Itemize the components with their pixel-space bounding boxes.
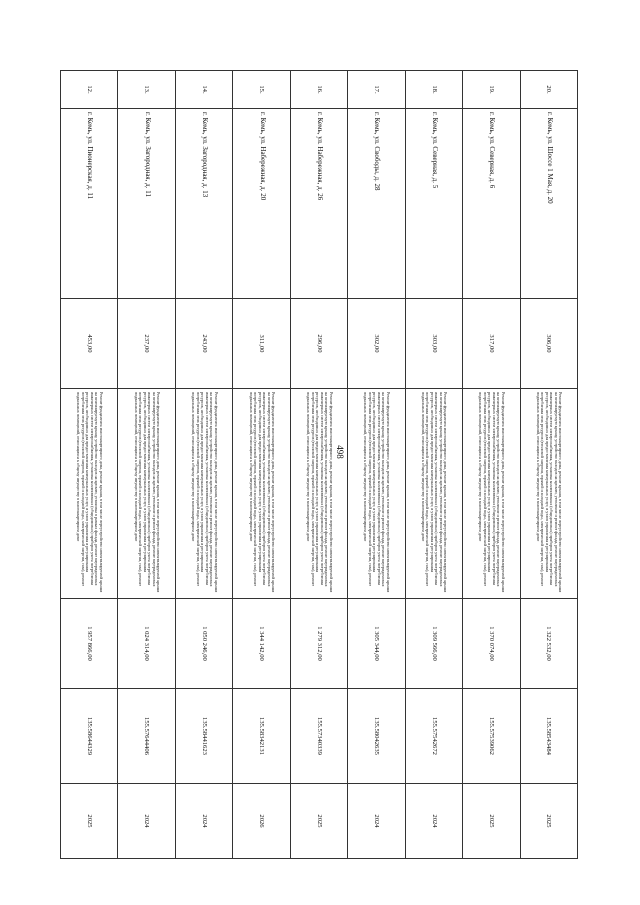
- row-work-description: Ремонт фундамента многоквартирного дома, ремонт крыши, в том числе переустройство невентилируемой крыши на вентилируемую крышу, устройство выходов на кровлю, установка в рамках фасада, ремонт внутридомовых инженерных систем электроснабжения, установка коллективных (общедомовых) приборов учета потребления ресурсов, необходимых для предоставления коммунальных услуг, и узлов управления и регулирования потребления этих ресурсов (тепловой энергии, горячей и холодной воды, электрической энергии, газа), ремонт подвальных помещений, относящихся к общему имуществу в многоквартирном доме: [61, 389, 119, 599]
- row-address: г. Кемь, ул. Свободы, д. 28: [348, 109, 405, 299]
- row-number: 12.: [61, 71, 119, 109]
- row-cadastral-number: 135.58342131: [233, 689, 290, 784]
- row-cost: 1 024 314,00: [118, 599, 175, 689]
- row-address: г. Кемь, ул. Шоссе 1 Мая, д. 20: [520, 109, 577, 299]
- row-work-description: Ремонт фундамента многоквартирного дома, ремонт крыши, в том числе переустройство невентилируемой крыши на вентилируемую крышу, устройство выходов на кровлю, утепление и ремонт фасада, ремонт внутридомовых инженерных систем электроснабжения, установка коллективных (общедомовых) приборов учета потребления ресурсов, необходимых для предоставления коммунальных услуг, и узлов управления и регулирования потребления этих ресурсов (тепловой энергии, горячей и холодной воды, электрической энергии, газа), ремонт подвальных помещений, относящихся к общему имуществу в многоквартирном доме: [348, 389, 405, 599]
- row-cadastral-number: 155.57542672: [405, 689, 462, 784]
- row-area: 303,00: [405, 299, 462, 389]
- row-year: 2025: [61, 784, 119, 859]
- row-work-description: Ремонт фундамента многоквартирного дома, ремонт крыши, в том числе переустройство невентилируемой крыши на вентилируемую крышу, устройство выходов на кровлю, утепление и ремонт фасада, ремонт внутридомовых инженерных систем электроснабжения, установка коллективных (общедомовых) приборов учета потребления ресурсов, необходимых для предоставления коммунальных услуг, и узлов управления и регулирования потребления этих ресурсов (тепловой энергии, горячей и холодной воды, электрической энергии, газа), ремонт подвальных помещений, относящихся к общему имуществу в многоквартирном доме: [290, 389, 347, 599]
- row-address: г. Кемь, ул. Северная, д. 6: [463, 109, 520, 299]
- table-row: [233, 71, 290, 859]
- row-year: 2024: [405, 784, 462, 859]
- row-work-description: Ремонт фундамента многоквартирного дома, ремонт крыши, в том числе переустройство невентилируемой крыши на вентилируемую крышу, устройство выходов на кровлю, утепление и ремонт фасада, ремонт внутридомовых инженерных систем электроснабжения, установка коллективных (общедомовых) приборов учета потребления ресурсов, необходимых для предоставления коммунальных услуг, и узлов управления и регулирования потребления этих ресурсов (тепловой энергии, горячей и холодной воды, электрической энергии, газа), ремонт подвальных помещений, относящихся к общему имуществу в многоквартирном доме: [405, 389, 462, 599]
- row-number: 15.: [233, 71, 290, 109]
- row-number: 18.: [405, 71, 462, 109]
- row-cost: 1 279 312,00: [290, 599, 347, 689]
- table-row: [175, 71, 232, 859]
- row-cadastral-number: 135.58441623: [175, 689, 232, 784]
- row-cadastral-number: 155.57539062: [463, 689, 520, 784]
- row-work-description: Ремонт фундамента многоквартирного дома, ремонт крыши, в том числе переустройство невентилируемой крыши на вентилируемую крышу, устройство выходов на кровлю, утепление и ремонт фасада, ремонт внутридомовых инженерных систем электроснабжения, установка коллективных (общедомовых) приборов учета потребления ресурсов, необходимых для предоставления коммунальных услуг, и узлов управления и регулирования потребления этих ресурсов (тепловой энергии, горячей и холодной воды, электрической энергии, газа), ремонт подвальных помещений, относящихся к общему имуществу в многоквартирном доме: [520, 389, 577, 599]
- row-cost: 1 050 246,00: [175, 599, 232, 689]
- row-cadastral-number: 155.57340339: [290, 689, 347, 784]
- table-body: [61, 71, 578, 859]
- row-year: 2025: [520, 784, 577, 859]
- table-row: [118, 71, 175, 859]
- row-cadastral-number: 135.58543484: [520, 689, 577, 784]
- row-area: 296,00: [290, 299, 347, 389]
- row-year: 2026: [233, 784, 290, 859]
- row-year: 2025: [290, 784, 347, 859]
- row-number: 13.: [118, 71, 175, 109]
- row-cost: 1 305 344,00: [348, 599, 405, 689]
- table-row: [290, 71, 347, 859]
- row-address: г. Кемь, ул. Загородная, д. 11: [118, 109, 175, 299]
- row-year: 2025: [463, 784, 520, 859]
- row-work-description: Ремонт фундамента многоквартирного дома, ремонт крыши, в том числе переустройство невентилируемой крыши на вентилируемую крышу, устройство выходов на кровлю, утепление и ремонт фасада, ремонт внутридомовых инженерных систем электроснабжения, установка коллективных (общедомовых) приборов учета потребления ресурсов, необходимых для предоставления коммунальных услуг, и узлов управления и регулирования потребления этих ресурсов (тепловой энергии, горячей и холодной воды, электрической энергии, газа), ремонт подвальных помещений, относящихся к общему имуществу в многоквартирном доме: [118, 389, 175, 599]
- row-cadastral-number: 155.57644406: [118, 689, 175, 784]
- row-address: г. Кемь, ул. Северная, д. 5: [405, 109, 462, 299]
- row-work-description: Ремонт фундамента многоквартирного дома, ремонт крыши, в том числе переустройство невентилируемой крыши на вентилируемую крышу, устройство выходов на кровлю, утепление и ремонт фасада, ремонт внутридомовых инженерных систем электроснабжения, установка коллективных (общедомовых) приборов учета потребления ресурсов, необходимых для предоставления коммунальных услуг, и узлов управления и регулирования потребления этих ресурсов (тепловой энергии, горячей и холодной воды, электрической энергии, газа), ремонт подвальных помещений, относящихся к общему имуществу в многоквартирном доме: [175, 389, 232, 599]
- table-row: [348, 71, 405, 859]
- row-number: 20.: [520, 71, 577, 109]
- table-row: [405, 71, 462, 859]
- row-work-description: Ремонт фундамента многоквартирного дома, ремонт крыши, в том числе переустройство невентилируемой крыши на вентилируемую крышу, устройство выходов на кровлю, утепление и ремонт фасада, ремонт внутридомовых инженерных систем электроснабжения, установка коллективных (общедомовых) приборов учета потребления ресурсов, необходимых для предоставления коммунальных услуг, и узлов управления и регулирования потребления этих ресурсов (тепловой энергии, горячей и холодной воды, электрической энергии, газа), ремонт подвальных помещений, относящихся к общему имуществу в многоквартирном доме: [233, 389, 290, 599]
- row-year: 2024: [175, 784, 232, 859]
- row-cost: 1 322 532,00: [520, 599, 577, 689]
- row-number: 14.: [175, 71, 232, 109]
- table-row: [463, 71, 520, 859]
- row-area: 317,00: [463, 299, 520, 389]
- row-number: 17.: [348, 71, 405, 109]
- row-year: 2024: [118, 784, 175, 859]
- repair-program-table: [60, 70, 578, 859]
- row-cadastral-number: 135:58644329: [61, 689, 119, 784]
- row-year: 2024: [348, 784, 405, 859]
- row-area: 311,00: [233, 299, 290, 389]
- page-number: 498: [335, 445, 345, 459]
- rotated-table-container: [60, 70, 578, 858]
- row-number: 19.: [463, 71, 520, 109]
- row-cost: 1 344 142,00: [233, 599, 290, 689]
- row-area: 302,00: [348, 299, 405, 389]
- row-address: г. Кемь, ул. Загородная, д. 13: [175, 109, 232, 299]
- row-address: г. Кемь, ул. Пионерская, д. 11: [61, 109, 119, 299]
- row-work-description: Ремонт фундамента многоквартирного дома, ремонт крыши, в том числе переустройство невентилируемой крыши на вентилируемую крышу, устройство выходов на кровлю, утепление и ремонт фасада, ремонт внутридомовых инженерных систем электроснабжения, установка коллективных (общедомовых) приборов учета потребления ресурсов, необходимых для предоставления коммунальных услуг, и узлов управления и регулирования потребления этих ресурсов (тепловой энергии, горячей и холодной воды, электрической энергии, газа), ремонт подвальных помещений, относящихся к общему имуществу в многоквартирном доме: [463, 389, 520, 599]
- row-cadastral-number: 135.58042635: [348, 689, 405, 784]
- row-cost: 1 309 566,00: [405, 599, 462, 689]
- row-area: 306,00: [520, 299, 577, 389]
- table-row: [520, 71, 577, 859]
- row-address: г. Кемь, ул. Набережная, д. 26: [290, 109, 347, 299]
- row-area: 237,00: [118, 299, 175, 389]
- table-row: [61, 71, 119, 859]
- row-cost: 1 370 074,00: [463, 599, 520, 689]
- row-cost: 1 957 866,00: [61, 599, 119, 689]
- row-address: г. Кемь, ул. Набережная, д. 20: [233, 109, 290, 299]
- row-number: 16.: [290, 71, 347, 109]
- row-area: 453,00: [61, 299, 119, 389]
- row-area: 243,00: [175, 299, 232, 389]
